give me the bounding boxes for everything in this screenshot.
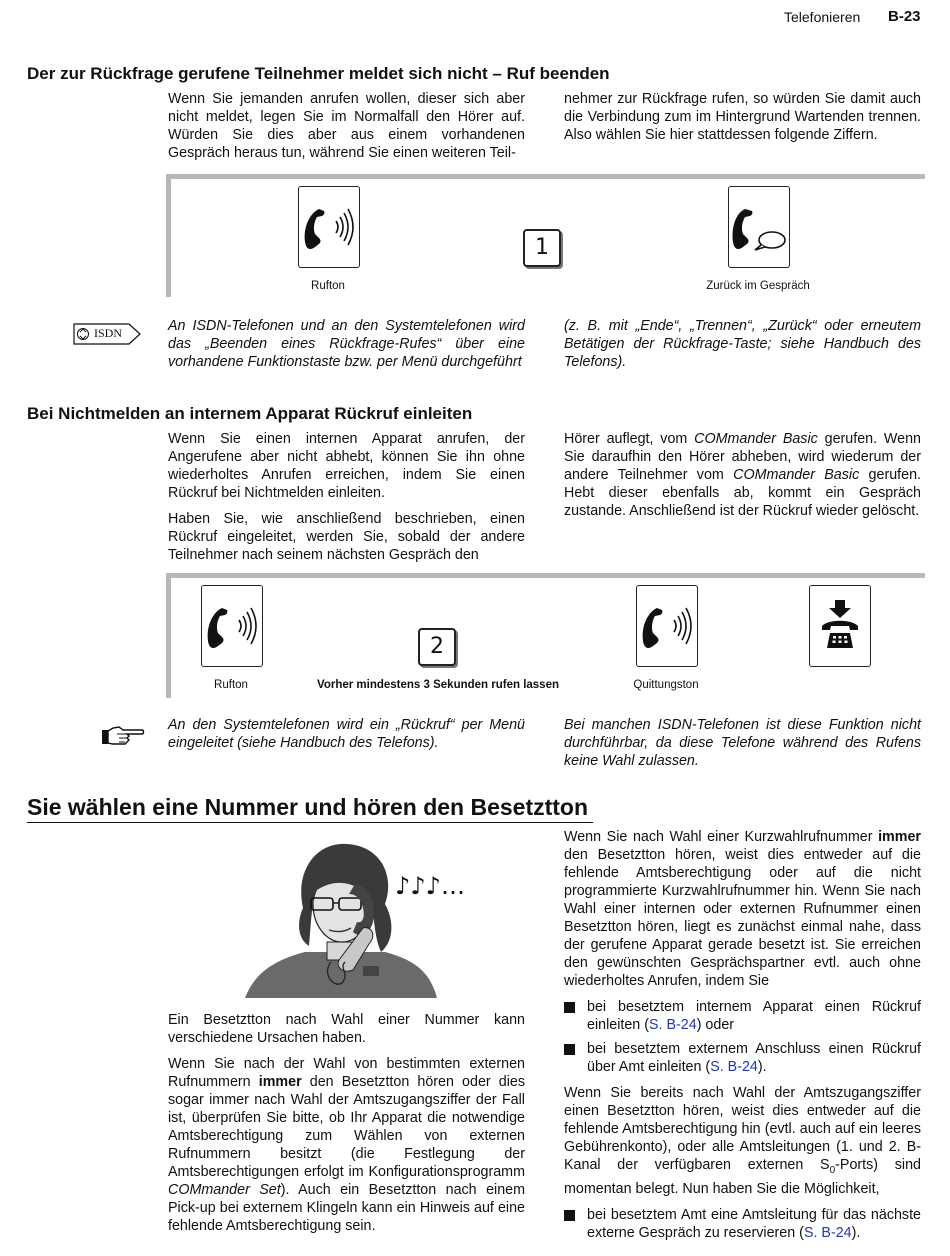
- s3-text: ) oder: [696, 1017, 735, 1033]
- s3-left-paragraph-1: Ein Besetztton nach Wahl einer Nummer kann verschiedene Ursachen haben.: [168, 1012, 525, 1046]
- s2-note-right: Bei manchen ISDN-Telefonen ist diese Funktion nicht durchführbar, da diese Telefone während des Rufens keine Wahl zulassen.: [564, 717, 921, 769]
- s3-text: ).: [851, 1224, 861, 1241]
- bullet-square-icon: [564, 1044, 575, 1055]
- s3-text: ).: [757, 1059, 767, 1075]
- s1-note-left: An ISDN-Telefonen und an den Systemtelefonen wird das „Beenden eines Rückfrage-Rufes“ über eine vorhandene Funktionstaste bzw. per Menü durchgeführt: [168, 318, 525, 370]
- page-link[interactable]: S. B-24: [803, 1224, 852, 1241]
- s2-paragraph-2: Haben Sie, wie anschließend beschrieben, einen Rückruf eingeleitet, werden Sie, sobald der andere Teilnehmer nach seinem nächsten Gespräch den: [168, 511, 525, 563]
- bullet-square-icon: [564, 1210, 575, 1221]
- isdn-badge-label: ISDN: [94, 326, 123, 340]
- s1-step1-caption: Rufton: [311, 280, 345, 292]
- s3-left-column: [168, 1011, 525, 1243]
- program-name: COMmander Set: [168, 1182, 281, 1198]
- pointing-hand-icon: [101, 724, 145, 753]
- page-link[interactable]: S. B-24: [710, 1059, 758, 1075]
- s2-right-text: gerufen. Hebt dieser ebenfalls ab, kommt ein Gespräch zustande. Anschließend ist der Rückruf wieder gelöscht.: [564, 467, 922, 519]
- s1-step2-caption: Zurück im Gespräch: [706, 280, 810, 292]
- s3-text: Wenn Sie nach der Wahl von bestimmten externen Rufnummern: [168, 1056, 525, 1090]
- talking-phone-icon: [728, 186, 790, 268]
- s1-paragraph-left: Wenn Sie jemanden anrufen wollen, dieser sich aber nicht meldet, legen Sie im Normalfall den Hörer auf. Würden Sie dies aber aus einem vorhandenen Gespräch heraus tun, während Sie einen weiteren Teil-: [168, 91, 525, 161]
- ringing-phone-icon: [201, 585, 263, 667]
- s2-right-column: [564, 430, 921, 520]
- s1-procedure-panel: [166, 174, 925, 297]
- s3-text: Wenn Sie bereits nach Wahl der Amtszugangsziffer einen Besetztton hören, weist dies entweder auf die fehlende Amtsberechtigung hin (evtl. auch auf ein leeres Gebührenkonto), oder alle Amtsleitungen (1. und 2. B-Kanal der verfügbaren externen S: [564, 1085, 921, 1173]
- s3-bullet-list-2: [564, 1206, 921, 1242]
- s3-right-paragraph-2: [564, 1084, 921, 1198]
- list-item: [564, 1206, 921, 1242]
- s3-text: Wenn Sie nach Wahl einer Kurzwahlrufnummer: [564, 829, 879, 845]
- s2-paragraph-1: Wenn Sie einen internen Apparat anrufen, der Angerufene aber nicht abhebt, können Sie ihn ohne wiederholtes Anrufen erreichen, indem Sie einen Rückruf bei Nichtmelden einleiten.: [168, 431, 525, 501]
- s3-text: bei besetztem internem Apparat einen Rückruf einleiten (: [587, 999, 921, 1033]
- s3-text: den Besetztton hören, weist dies entweder auf die fehlende Amtsberechtigung oder auf die nicht programmierte Kurzwahlrufnummer hin. Wenn Sie nach Wahl einer internen oder externen Rufnummer einen Besetztton hören, liegt es zunächst einmal nahe, dass der gerufene Apparat gerade besetzt ist. Sie erreichen den gewünschten Gesprächspartner evtl. auch ohne wiederholtes Anrufen, indem Sie: [564, 847, 921, 989]
- s3-text: bei besetztem Amt eine Amtsleitung für das nächste externe Gespräch zu reservieren (: [587, 1206, 921, 1241]
- s3-left-paragraph-2: [168, 1055, 525, 1235]
- digit-key-2: 2: [418, 628, 456, 666]
- s3-text: ). Auch ein Besetztton nach einem Pick-up bei externem Klingeln kann ein Hinweis auf eine fehlende Amtsberechtigung sein.: [168, 1182, 526, 1234]
- subscript: 0: [829, 1164, 836, 1176]
- s2-step1-caption: Rufton: [214, 679, 248, 691]
- section-title-callback: Bei Nichtmelden an internem Apparat Rückruf einleiten: [27, 404, 473, 423]
- s3-text: -Ports) sind momentan belegt. Nun haben Sie die Möglichkeit,: [564, 1157, 921, 1197]
- isdn-badge: [73, 323, 141, 350]
- s3-text: bei besetztem externem Anschluss einen Rückruf über Amt einleiten (: [587, 1041, 921, 1075]
- bullet-square-icon: [564, 1002, 575, 1013]
- svg-text:♪♪♪…: ♪♪♪…: [395, 872, 465, 900]
- s2-step3-caption: Quittungston: [633, 679, 699, 691]
- s2-procedure-panel: [166, 573, 925, 698]
- s3-text: den Besetztton hören oder dies sogar immer nach Wahl der Amtszugangsziffer der Fall ist, überprüfen Sie bitte, ob Ihr Apparat die notwendige Amtsberechtigung zum Wählen von externen Rufnummern besitzt (die Festlegung der Amtsberechtigungen erfolgt im Konfigurationsprogramm: [168, 1074, 525, 1180]
- product-name: COMmander Basic: [733, 467, 860, 483]
- running-header-section: Telefonieren: [784, 9, 861, 25]
- hang-up-phone-icon: [809, 585, 871, 667]
- digit-key-1: 1: [523, 229, 561, 267]
- s2-key-caption: Vorher mindestens 3 Sekunden rufen lassen: [317, 679, 559, 691]
- page-link[interactable]: S. B-24: [649, 1017, 697, 1033]
- s1-note-right: (z. B. mit „Ende“, „Trennen“, „Zurück“ oder erneutem Betätigen der Rückfrage-Taste; siehe Handbuch des Telefons).: [564, 318, 921, 370]
- page-number: B-23: [888, 8, 921, 25]
- emphasis: immer: [878, 829, 921, 845]
- s3-right-column: [564, 828, 921, 1250]
- s2-right-text: gerufen. Wenn Sie daraufhin den Hörer abheben, wird wiederum der andere Teilnehmer vom: [564, 431, 921, 483]
- s1-paragraph-right: nehmer zur Rückfrage rufen, so würden Sie damit auch die Verbindung zum im Hintergrund Wartenden trennen. Also wählen Sie hier stattdessen folgende Ziffern.: [564, 91, 921, 143]
- s2-left-column: [168, 430, 525, 572]
- list-item: [564, 1040, 921, 1076]
- woman-on-phone-illustration: [245, 842, 475, 1003]
- s2-right-text: Hörer auflegt, vom: [564, 431, 695, 447]
- s3-right-paragraph-1: [564, 828, 921, 990]
- s3-bullet-list-1: [564, 998, 921, 1076]
- list-item: [564, 998, 921, 1034]
- ringing-phone-icon: [298, 186, 360, 268]
- s2-note-left: An den Systemtelefonen wird ein „Rückruf“ per Menü eingeleitet (siehe Handbuch des Telefons).: [168, 717, 525, 751]
- section-title-call-end: Der zur Rückfrage gerufene Teilnehmer meldet sich nicht – Ruf beenden: [27, 64, 610, 83]
- emphasis: immer: [258, 1074, 302, 1090]
- ringing-phone-icon: [636, 585, 698, 667]
- chapter-title-busy-tone: Sie wählen eine Nummer und hören den Besetztton: [27, 794, 593, 823]
- product-name: COMmander Basic: [694, 431, 818, 447]
